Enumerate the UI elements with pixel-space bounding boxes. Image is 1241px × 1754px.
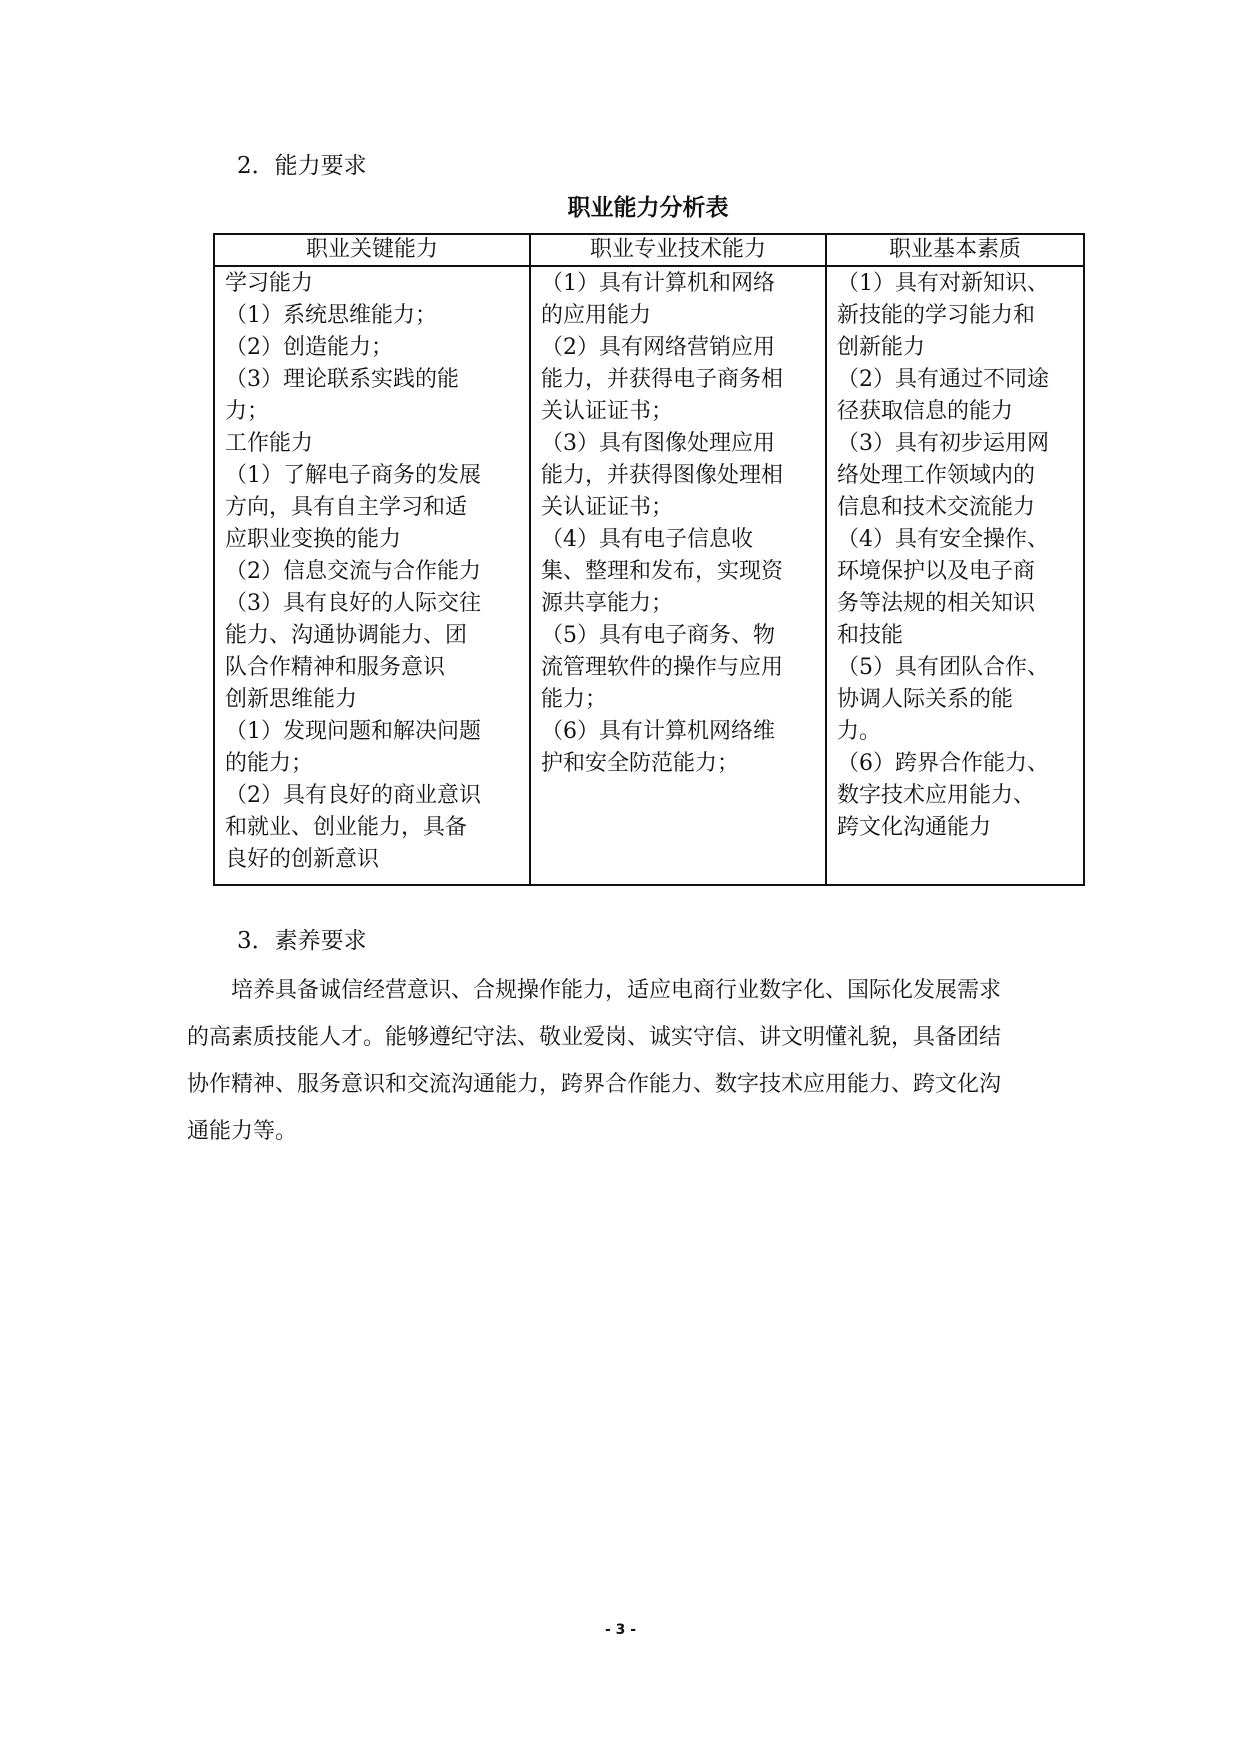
cell-text-line: 创新思维能力 <box>225 687 358 712</box>
cell-text-line: 径获取信息的能力 <box>837 399 1014 424</box>
cell-text-line: 协调人际关系的能 <box>837 687 1014 712</box>
cell-text-line: （6）具有计算机网络维 <box>541 719 775 744</box>
section-heading-quality: 3．素养要求 <box>237 928 367 954</box>
header-basic-quality: 职业基本素质 <box>826 234 1084 266</box>
cell-text-line: 跨文化沟通能力 <box>837 815 992 840</box>
cell-text-line: （2）具有通过不同途 <box>837 367 1049 392</box>
paragraph-line: 协作精神、服务意识和交流沟通能力，跨界合作能力、数字技术应用能力、跨文化沟 <box>187 1072 1002 1097</box>
cell-text-line: 环境保护以及电子商 <box>837 559 1036 584</box>
cell-text-line: 能力、沟通协调能力、团 <box>225 623 468 648</box>
cell-text-line: （1）具有对新知识、 <box>837 271 1049 296</box>
cell-text-line: （2）信息交流与合作能力 <box>225 559 481 584</box>
paragraph-line: 通能力等。 <box>187 1119 298 1144</box>
cell-text-line: 良好的创新意识 <box>225 847 380 872</box>
cell-text-line: 关认证证书； <box>541 399 674 424</box>
cell-basic-quality <box>826 266 1084 885</box>
cell-professional-skill <box>530 266 826 885</box>
cell-text-line: 力。 <box>837 719 882 744</box>
table-row <box>214 266 1084 885</box>
cell-text-line: 能力，并获得电子商务相 <box>541 367 784 392</box>
header-professional-skill: 职业专业技术能力 <box>530 234 826 266</box>
cell-text-line: （3）具有良好的人际交往 <box>225 591 481 616</box>
cell-text-line: 集、整理和发布，实现资 <box>541 559 784 584</box>
header-key-ability: 职业关键能力 <box>214 234 530 266</box>
cell-text-line: （1）系统思维能力； <box>225 303 437 328</box>
cell-text-line: （2）创造能力； <box>225 335 393 360</box>
quality-paragraph <box>187 967 1107 1155</box>
cell-text-line: （1）了解电子商务的发展 <box>225 463 481 488</box>
cell-text-line: 数字技术应用能力、 <box>837 783 1036 808</box>
cell-text-line: （3）理论联系实践的能 <box>225 367 459 392</box>
cell-text-line: 信息和技术交流能力 <box>837 495 1036 520</box>
cell-text-line: 应职业变换的能力 <box>225 527 402 552</box>
cell-text-line: 学习能力 <box>225 271 314 296</box>
table-title: 职业能力分析表 <box>567 195 729 221</box>
cell-text-line: 和技能 <box>837 623 904 648</box>
cell-text-line: 队合作精神和服务意识 <box>225 655 446 680</box>
cell-text-line: （4）具有电子信息收 <box>541 527 753 552</box>
cell-text-line: 工作能力 <box>225 431 314 456</box>
paragraph-line: 培养具备诚信经营意识、合规操作能力，适应电商行业数字化、国际化发展需求 <box>187 978 1002 1003</box>
cell-text-line: 流管理软件的操作与应用 <box>541 655 784 680</box>
cell-text-line: （1）具有计算机和网络 <box>541 271 775 296</box>
cell-text-line: （1）发现问题和解决问题 <box>225 719 481 744</box>
cell-key-ability <box>214 266 530 885</box>
cell-text-line: （5）具有电子商务、物 <box>541 623 775 648</box>
cell-text-line: 创新能力 <box>837 335 926 360</box>
cell-text-line: 务等法规的相关知识 <box>837 591 1036 616</box>
cell-text-line: 能力； <box>541 687 608 712</box>
paragraph-line: 的高素质技能人才。能够遵纪守法、敬业爱岗、诚实守信、讲文明懂礼貌，具备团结 <box>187 1025 1002 1050</box>
cell-text-line: 关认证证书； <box>541 495 674 520</box>
cell-text-line: （4）具有安全操作、 <box>837 527 1049 552</box>
cell-text-line: 能力，并获得图像处理相 <box>541 463 784 488</box>
cell-text-line: （2）具有良好的商业意识 <box>225 783 481 808</box>
cell-text-line: 和就业、创业能力，具备 <box>225 815 468 840</box>
page-number: - 3 - <box>604 1622 637 1638</box>
cell-text-line: （2）具有网络营销应用 <box>541 335 775 360</box>
cell-text-line: 源共享能力； <box>541 591 674 616</box>
ability-analysis-table <box>213 233 1085 886</box>
cell-text-line: （3）具有初步运用网 <box>837 431 1049 456</box>
cell-text-line: （6）跨界合作能力、 <box>837 751 1049 776</box>
cell-text-line: 力； <box>225 399 270 424</box>
cell-text-line: 方向，具有自主学习和适 <box>225 495 468 520</box>
cell-text-line: 的应用能力 <box>541 303 652 328</box>
table-header-row <box>214 234 1084 266</box>
cell-text-line: 的能力； <box>225 751 314 776</box>
cell-text-line: 护和安全防范能力； <box>541 751 740 776</box>
cell-text-line: 络处理工作领域内的 <box>837 463 1036 488</box>
cell-text-line: （3）具有图像处理应用 <box>541 431 775 456</box>
cell-text-line: 新技能的学习能力和 <box>837 303 1036 328</box>
cell-text-line: （5）具有团队合作、 <box>837 655 1049 680</box>
section-heading-ability: 2．能力要求 <box>237 153 367 179</box>
